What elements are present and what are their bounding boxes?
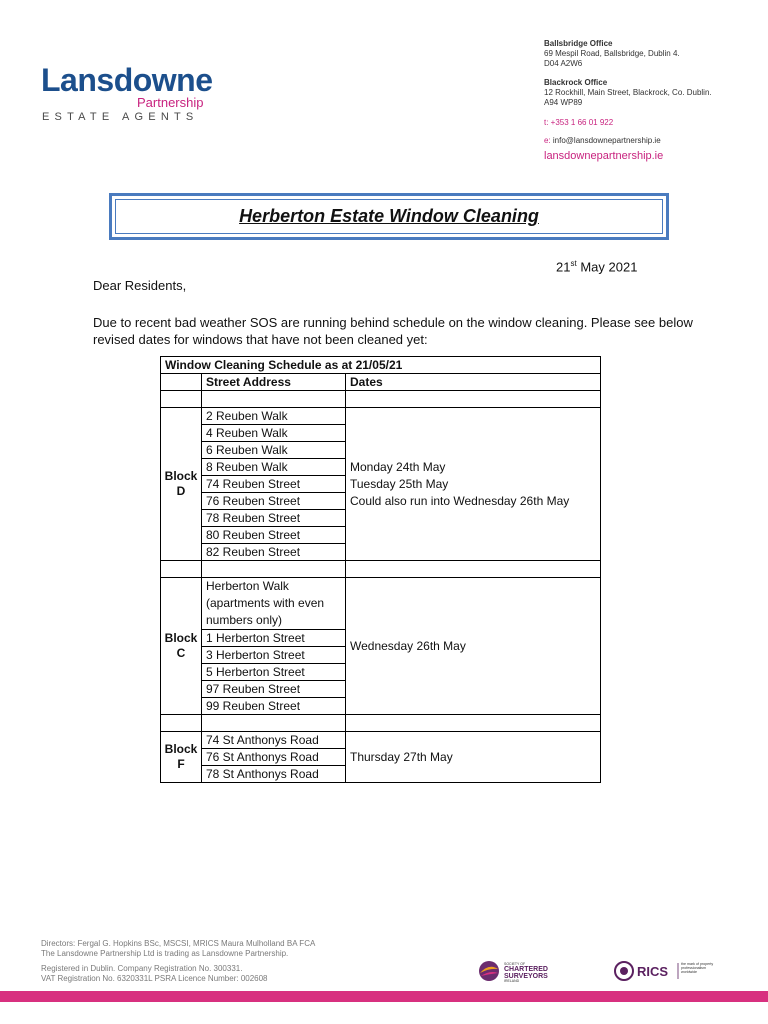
email-address[interactable]: info@lansdownepartnership.ie	[552, 136, 661, 145]
block-c-label: Block C	[161, 578, 202, 715]
office-eircode: D04 A2W6	[544, 59, 583, 68]
title-box-inner	[115, 199, 663, 234]
table-caption: Window Cleaning Schedule as at 21/05/21	[161, 357, 601, 374]
address-cell: 99 Reuben Street	[202, 698, 346, 715]
website-link[interactable]: lansdownepartnership.ie	[544, 150, 664, 162]
header-block	[161, 374, 202, 391]
scs-line3: IRELAND	[504, 979, 520, 982]
address-cell: 2 Reuben Walk	[202, 408, 346, 425]
footer-directors	[41, 939, 315, 959]
date-line: Monday 24th May	[350, 459, 446, 474]
table-row	[161, 408, 601, 425]
date-month-year: May 2021	[580, 259, 638, 275]
address-cell: 74 Reuben Street	[202, 476, 346, 493]
address-cell: 74 St Anthonys Road	[202, 732, 346, 749]
address-cell: Herberton Walk (apartments with even numbers only)	[202, 578, 346, 630]
letter-date	[556, 259, 637, 274]
address-cell: 6 Reuben Walk	[202, 442, 346, 459]
address-cell: 3 Herberton Street	[202, 647, 346, 664]
address-cell: 80 Reuben Street	[202, 527, 346, 544]
date-line: Could also run into Wednesday 26th May	[350, 493, 570, 508]
email-line	[544, 136, 661, 145]
date-line: Tuesday 25th May	[350, 476, 449, 491]
date-day: 21	[556, 259, 571, 275]
rics-tagline: the mark of property professionalism worldwide	[681, 962, 714, 974]
block-d-dates	[346, 408, 601, 561]
schedule-table	[160, 356, 601, 783]
block-f-label: Block F	[161, 732, 202, 783]
table-caption-row	[161, 357, 601, 374]
address-cell: 76 St Anthonys Road	[202, 749, 346, 766]
office-blackrock	[544, 78, 712, 108]
address-cell: 76 Reuben Street	[202, 493, 346, 510]
office-eircode: A94 WP89	[544, 98, 583, 107]
document-title: Herberton Estate Window Cleaning	[239, 206, 539, 226]
spacer-row	[161, 561, 601, 578]
office-address: 69 Mespil Road, Ballsbridge, Dublin 4.	[544, 49, 680, 58]
salutation: Dear Residents,	[93, 278, 187, 293]
phone-number: t: +353 1 66 01 922	[544, 118, 614, 127]
date-line: Wednesday 26th May	[350, 638, 466, 653]
footer-registration	[41, 964, 268, 984]
address-cell: 5 Herberton Street	[202, 664, 346, 681]
footer-brand-bar	[0, 991, 768, 1002]
address-cell: 82 Reuben Street	[202, 544, 346, 561]
vat-line: VAT Registration No. 6320331L PSRA Licence Number: 002608	[41, 974, 268, 983]
address-cell: 97 Reuben Street	[202, 681, 346, 698]
date-suffix: st	[570, 259, 577, 268]
title-box	[109, 193, 669, 240]
company-logo-name: Lansdowne	[41, 62, 213, 98]
table-header-row	[161, 374, 601, 391]
rics-wordmark: RICS	[637, 964, 669, 979]
date-line: Thursday 27th May	[350, 749, 453, 764]
scs-line2: SURVEYORS	[504, 973, 548, 980]
address-cell: 1 Herberton Street	[202, 630, 346, 647]
rics-logo	[614, 960, 719, 982]
header-dates: Dates	[346, 374, 601, 391]
office-address: 12 Rockhill, Main Street, Blackrock, Co. Dublin.	[544, 88, 712, 97]
office-ballsbridge	[544, 39, 680, 69]
directors-line: Directors: Fergal G. Hopkins BSc, MSCSI, MRICS Maura Mulholland BA FCA	[41, 939, 316, 948]
body-paragraph: Due to recent bad weather SOS are running behind schedule on the window cleaning. Please see below revised dates for windows that have not been cleaned yet:	[93, 315, 693, 347]
header-street-address: Street Address	[202, 374, 346, 391]
block-c-dates	[346, 578, 601, 715]
address-cell: 4 Reuben Walk	[202, 425, 346, 442]
trading-line: The Lansdowne Partnership Ltd is trading as Lansdowne Partnership.	[41, 949, 289, 958]
office-name: Ballsbridge Office	[544, 39, 613, 48]
spacer-row	[161, 715, 601, 732]
scs-line1: CHARTERED	[504, 966, 548, 973]
spacer-row	[161, 391, 601, 408]
scs-small-text: SOCIETY OF	[504, 962, 526, 966]
email-label: e:	[544, 136, 551, 145]
company-logo-tagline: ESTATE AGENTS	[42, 111, 199, 123]
block-f-dates	[346, 732, 601, 783]
registration-line: Registered in Dublin. Company Registration No. 300331.	[41, 964, 243, 973]
table-row	[161, 578, 601, 630]
scs-ireland-logo	[478, 960, 588, 982]
address-cell: 78 St Anthonys Road	[202, 766, 346, 783]
office-name: Blackrock Office	[544, 78, 608, 87]
table-row	[161, 732, 601, 749]
address-cell: 8 Reuben Walk	[202, 459, 346, 476]
address-cell: 78 Reuben Street	[202, 510, 346, 527]
company-logo-subtitle: Partnership	[137, 95, 204, 110]
block-d-label: Block D	[161, 408, 202, 561]
